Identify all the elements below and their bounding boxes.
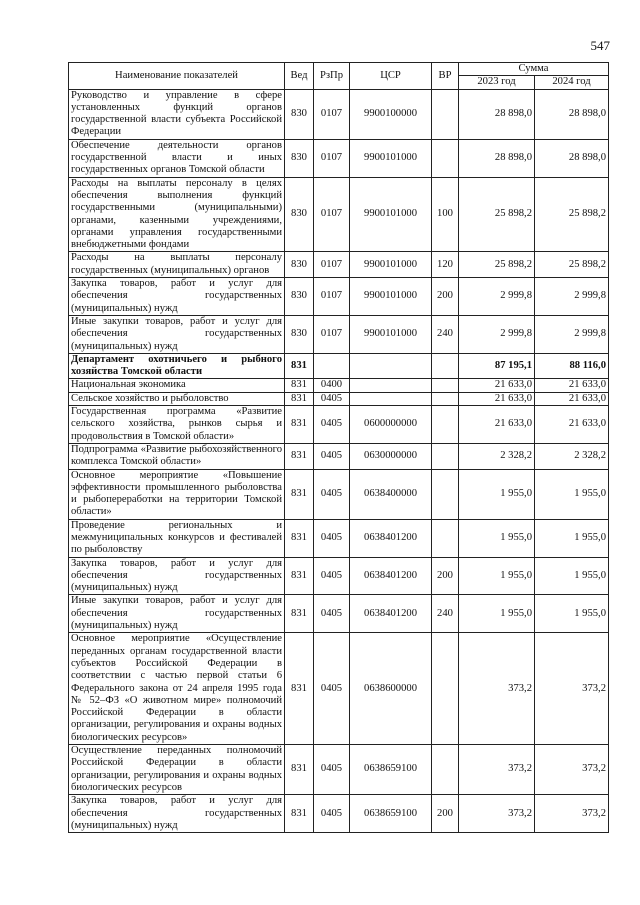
table-row (69, 252, 609, 278)
header-csr: ЦСР (350, 63, 432, 90)
cell-ved: 830 (285, 278, 314, 316)
cell-2023: 373,2 (459, 745, 535, 795)
cell-ved: 830 (285, 177, 314, 252)
header-name: Наименование показателей (69, 63, 285, 90)
table-row (69, 353, 609, 379)
cell-2024: 1 955,0 (535, 595, 609, 633)
cell-csr: 9900101000 (350, 252, 432, 278)
cell-vr: 200 (432, 795, 459, 833)
cell-2024: 2 999,8 (535, 278, 609, 316)
cell-2023: 25 898,2 (459, 177, 535, 252)
cell-2024: 88 116,0 (535, 353, 609, 379)
cell-csr: 9900100000 (350, 89, 432, 139)
header-2024: 2024 год (535, 76, 609, 89)
cell-rzpr (314, 353, 350, 379)
cell-2023: 21 633,0 (459, 392, 535, 405)
cell-2023: 1 955,0 (459, 595, 535, 633)
cell-rzpr: 0405 (314, 519, 350, 557)
cell-vr (432, 633, 459, 745)
cell-name: Подпрограмма «Развитие рыбохозяйственного комплекса Томской области» (69, 443, 285, 469)
cell-ved: 831 (285, 406, 314, 444)
cell-2023: 28 898,0 (459, 139, 535, 177)
cell-2024: 2 328,2 (535, 443, 609, 469)
cell-vr: 100 (432, 177, 459, 252)
cell-name: Обеспечение деятельности органов государственной власти и иных государственных органов Томской области (69, 139, 285, 177)
table-row (69, 406, 609, 444)
header-vr: ВР (432, 63, 459, 90)
cell-2024: 373,2 (535, 745, 609, 795)
cell-rzpr: 0405 (314, 469, 350, 519)
cell-name: Проведение региональных и межмуниципальных конкурсов и фестивалей по рыболовству (69, 519, 285, 557)
cell-csr: 0638401200 (350, 519, 432, 557)
budget-table (68, 62, 609, 833)
cell-2023: 373,2 (459, 795, 535, 833)
table-row (69, 89, 609, 139)
cell-ved: 830 (285, 89, 314, 139)
cell-name: Закупка товаров, работ и услуг для обеспечения государственных (муниципальных) нужд (69, 795, 285, 833)
cell-name: Основное мероприятие «Повышение эффективности промышленного рыболовства и рыбопереработки на территории Томской области» (69, 469, 285, 519)
header-rzpr: РзПр (314, 63, 350, 90)
cell-2023: 2 999,8 (459, 315, 535, 353)
cell-ved: 831 (285, 443, 314, 469)
cell-csr: 0638600000 (350, 633, 432, 745)
cell-ved: 831 (285, 353, 314, 379)
table-row (69, 469, 609, 519)
cell-2023: 21 633,0 (459, 379, 535, 392)
cell-vr (432, 469, 459, 519)
table-row (69, 795, 609, 833)
cell-rzpr: 0405 (314, 443, 350, 469)
cell-2024: 28 898,0 (535, 139, 609, 177)
cell-rzpr: 0405 (314, 595, 350, 633)
cell-name: Департамент охотничьего и рыбного хозяйства Томской области (69, 353, 285, 379)
cell-2024: 25 898,2 (535, 177, 609, 252)
cell-name: Государственная программа «Развитие сельского хозяйства, рынков сырья и продовольствия в Томской области» (69, 406, 285, 444)
cell-vr: 200 (432, 557, 459, 595)
cell-vr (432, 443, 459, 469)
cell-csr: 0630000000 (350, 443, 432, 469)
cell-rzpr: 0405 (314, 795, 350, 833)
cell-ved: 831 (285, 392, 314, 405)
cell-vr (432, 89, 459, 139)
table-row (69, 278, 609, 316)
cell-rzpr: 0107 (314, 252, 350, 278)
cell-vr (432, 353, 459, 379)
cell-rzpr: 0405 (314, 406, 350, 444)
cell-csr: 9900101000 (350, 315, 432, 353)
cell-rzpr: 0107 (314, 89, 350, 139)
cell-csr (350, 353, 432, 379)
cell-csr: 9900101000 (350, 139, 432, 177)
table-row (69, 633, 609, 745)
cell-ved: 831 (285, 633, 314, 745)
cell-ved: 830 (285, 139, 314, 177)
cell-2023: 373,2 (459, 633, 535, 745)
cell-ved: 831 (285, 795, 314, 833)
cell-rzpr: 0107 (314, 315, 350, 353)
cell-ved: 831 (285, 595, 314, 633)
cell-rzpr: 0405 (314, 633, 350, 745)
cell-rzpr: 0107 (314, 139, 350, 177)
cell-rzpr: 0405 (314, 557, 350, 595)
table-row (69, 745, 609, 795)
cell-vr: 240 (432, 315, 459, 353)
table-row (69, 315, 609, 353)
cell-csr: 0638401200 (350, 595, 432, 633)
cell-vr (432, 392, 459, 405)
cell-csr: 0600000000 (350, 406, 432, 444)
cell-vr (432, 139, 459, 177)
cell-2024: 1 955,0 (535, 557, 609, 595)
cell-2024: 25 898,2 (535, 252, 609, 278)
cell-2023: 28 898,0 (459, 89, 535, 139)
table-row (69, 139, 609, 177)
cell-2024: 21 633,0 (535, 379, 609, 392)
cell-ved: 831 (285, 379, 314, 392)
cell-name: Руководство и управление в сфере установленных функций органов государственной власти субъекта Российской Федерации (69, 89, 285, 139)
cell-csr: 0638400000 (350, 469, 432, 519)
cell-csr: 0638659100 (350, 745, 432, 795)
cell-2023: 2 999,8 (459, 278, 535, 316)
cell-csr (350, 392, 432, 405)
cell-vr (432, 519, 459, 557)
cell-2023: 1 955,0 (459, 469, 535, 519)
cell-vr (432, 406, 459, 444)
cell-ved: 831 (285, 519, 314, 557)
cell-ved: 831 (285, 745, 314, 795)
table-row (69, 392, 609, 405)
cell-rzpr: 0107 (314, 177, 350, 252)
cell-csr: 0638659100 (350, 795, 432, 833)
cell-rzpr: 0400 (314, 379, 350, 392)
cell-name: Иные закупки товаров, работ и услуг для обеспечения государственных (муниципальных) нужд (69, 315, 285, 353)
cell-name: Закупка товаров, работ и услуг для обеспечения государственных (муниципальных) нужд (69, 557, 285, 595)
table-header (69, 63, 609, 90)
cell-2023: 25 898,2 (459, 252, 535, 278)
cell-ved: 831 (285, 469, 314, 519)
cell-2024: 373,2 (535, 633, 609, 745)
cell-name: Иные закупки товаров, работ и услуг для обеспечения государственных (муниципальных) нужд (69, 595, 285, 633)
cell-2023: 1 955,0 (459, 557, 535, 595)
table-row (69, 595, 609, 633)
cell-vr: 240 (432, 595, 459, 633)
cell-name: Осуществление переданных полномочий Российской Федерации в области организации, регулирования и охраны водных биологических ресурсов (69, 745, 285, 795)
table-row (69, 519, 609, 557)
cell-rzpr: 0107 (314, 278, 350, 316)
cell-rzpr: 0405 (314, 745, 350, 795)
cell-csr (350, 379, 432, 392)
cell-csr: 0638401200 (350, 557, 432, 595)
cell-ved: 831 (285, 557, 314, 595)
cell-2023: 21 633,0 (459, 406, 535, 444)
cell-2023: 87 195,1 (459, 353, 535, 379)
header-2023: 2023 год (459, 76, 535, 89)
cell-2024: 373,2 (535, 795, 609, 833)
cell-2024: 1 955,0 (535, 469, 609, 519)
table-row (69, 379, 609, 392)
cell-2024: 1 955,0 (535, 519, 609, 557)
cell-name: Закупка товаров, работ и услуг для обеспечения государственных (муниципальных) нужд (69, 278, 285, 316)
cell-ved: 830 (285, 315, 314, 353)
cell-2023: 1 955,0 (459, 519, 535, 557)
cell-csr: 9900101000 (350, 278, 432, 316)
cell-csr: 9900101000 (350, 177, 432, 252)
table-body (69, 89, 609, 833)
cell-2024: 21 633,0 (535, 392, 609, 405)
header-ved: Вед (285, 63, 314, 90)
cell-rzpr: 0405 (314, 392, 350, 405)
cell-vr (432, 745, 459, 795)
cell-vr: 200 (432, 278, 459, 316)
cell-name: Расходы на выплаты персоналу в целях обеспечения выполнения функций государственными (муниципальными) органами, казенными учреждениями, органами управления государственными внебюджетными фондами (69, 177, 285, 252)
cell-2023: 2 328,2 (459, 443, 535, 469)
table-row (69, 443, 609, 469)
cell-name: Расходы на выплаты персоналу государственных (муниципальных) органов (69, 252, 285, 278)
cell-name: Национальная экономика (69, 379, 285, 392)
cell-2024: 28 898,0 (535, 89, 609, 139)
header-sum: Сумма (459, 63, 609, 76)
cell-ved: 830 (285, 252, 314, 278)
cell-2024: 2 999,8 (535, 315, 609, 353)
table-row (69, 177, 609, 252)
cell-vr: 120 (432, 252, 459, 278)
cell-name: Основное мероприятие «Осуществление переданных органам государственной власти субъектов Российской Федерации в соответствии с частью первой статьи 6 Федерального закона от 24 апреля 1995 года № 52–ФЗ «О животном мире» полномочий Российской Федерации в области организации, регулирования и охраны водных биологических ресурсов» (69, 633, 285, 745)
cell-name: Сельское хозяйство и рыболовство (69, 392, 285, 405)
page-number: 547 (590, 38, 610, 53)
cell-vr (432, 379, 459, 392)
cell-2024: 21 633,0 (535, 406, 609, 444)
table-row (69, 557, 609, 595)
